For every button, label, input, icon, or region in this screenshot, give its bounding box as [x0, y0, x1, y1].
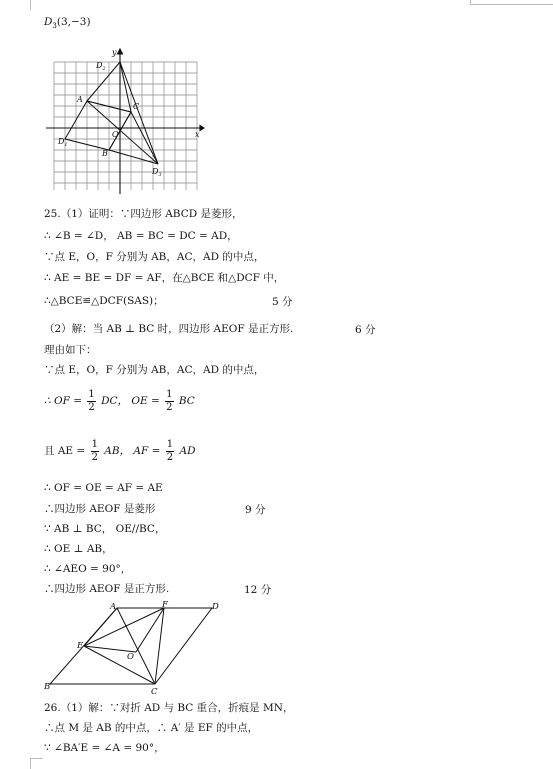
q25-line-13: ∵ AB ⊥ BC， OE//BC，: [44, 523, 166, 535]
fraction-half: $\frac{1}{2}$: [91, 438, 98, 463]
q25-score-6: 6 分: [355, 324, 376, 336]
parallelogram-figure: [44, 600, 234, 697]
header-point-label: $D_3(3,-3)$: [44, 16, 91, 31]
fraction-half: $\frac{1}{2}$: [166, 388, 173, 413]
point-d2-label: $D_2$: [96, 61, 106, 72]
point-b-label: B: [102, 149, 108, 158]
q25-line-2: ∴ ∠B = ∠D， AB = BC = DC = AD，: [44, 230, 238, 242]
q25-line-9: ∴ OF = $\frac{1}{2}$ DC， OE = $\frac{1}{2}$ BC: [44, 388, 195, 413]
point-d1-label: $D_1$: [58, 137, 68, 148]
q25-line-5: ∴△BCE≌△DCF(SAS)；: [44, 295, 164, 307]
origin-label: O: [112, 130, 119, 139]
x-axis-label: x: [195, 130, 200, 139]
fraction-half: $\frac{1}{2}$: [166, 438, 174, 463]
fig2-point-b-label: B: [44, 682, 51, 692]
point-a-label: A: [77, 95, 83, 104]
q26-line-1: 26.（1）解：∵对折 AD 与 BC 重合，折痕是 MN，: [44, 702, 294, 714]
q25-score-12: 9 分: [245, 504, 266, 516]
q25-line-11: ∴ OF = OE = AF = AE: [44, 482, 163, 494]
q25-line-15: ∴ ∠AEO = 90°，: [44, 563, 132, 575]
q26-line-2: ∴点 M 是 AB 的中点，∴ A′ 是 EF 的中点，: [44, 722, 259, 734]
q25-line-6: （2）解：当 AB ⊥ BC 时，四边形 AEOF 是正方形.: [44, 323, 294, 335]
y-axis-label: y: [112, 48, 117, 57]
q25-line-12: ∴四边形 AEOF 是菱形: [44, 503, 156, 515]
coordinate-grid-figure: [44, 46, 204, 196]
figure1-segments: [65, 62, 158, 164]
page-corner-mark-top-right: [470, 0, 553, 5]
fig2-point-e-label: E: [77, 641, 84, 651]
point-d3-label: $D_3$: [152, 167, 162, 178]
fig2-point-o-label: O: [127, 652, 134, 662]
page-corner-mark-bottom-left: [30, 758, 43, 769]
fig2-point-d-label: D: [212, 602, 219, 612]
q26-line-3: ∵ ∠BA′E = ∠A = 90°，: [44, 742, 165, 754]
grid-lines: [54, 62, 197, 190]
q25-line-8: ∵点 E，O，F 分别为 AB，AC，AD 的中点，: [44, 364, 265, 376]
page-corner-mark-top-left: [30, 0, 31, 10]
fig2-point-c-label: C: [151, 687, 158, 697]
parallelogram-abcd: [50, 608, 212, 684]
q25-line-1: 25.（1）证明：∵四边形 ABCD 是菱形，: [44, 208, 243, 220]
q25-line-10: 且 AE = $\frac{1}{2}$ AB， AF = $\frac{1}{2}$ AD: [44, 438, 196, 463]
fig2-point-a-label: A: [110, 602, 117, 612]
q25-line-16: ∴四边形 AEOF 是正方形.: [44, 583, 170, 595]
q25-line-14: ∴ OE ⊥ AB，: [44, 543, 113, 555]
q25-score-5: 5 分: [272, 296, 293, 308]
q25-score-16: 12 分: [244, 584, 272, 596]
fraction-half: $\frac{1}{2}$: [88, 388, 95, 413]
q25-line-7: 理由如下：: [44, 344, 97, 356]
point-c-label: C: [133, 102, 140, 111]
q25-line-3: ∵点 E，O，F 分别为 AB，AC，AD 的中点，: [44, 251, 265, 263]
fig2-point-f-label: F: [162, 600, 168, 610]
q25-line-4: ∴ AE = BE = DF = AF，在△BCE 和△DCF 中，: [44, 272, 285, 284]
